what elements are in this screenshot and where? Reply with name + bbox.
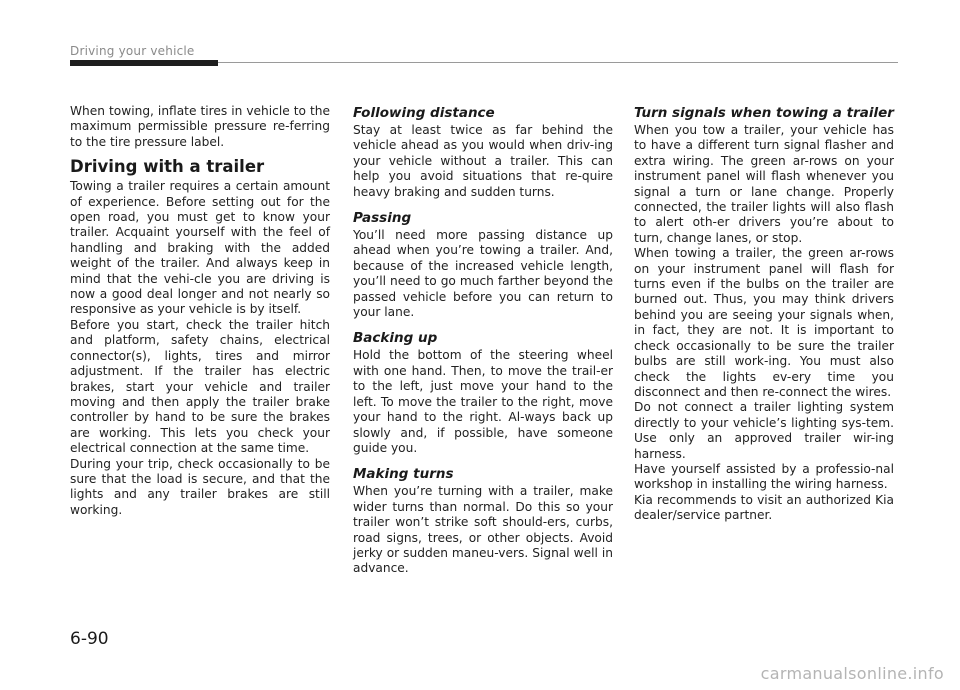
turn-signals-heading: Turn signals when towing a trailer <box>634 105 894 121</box>
following-distance-heading: Following distance <box>353 105 495 121</box>
paragraph: Before you start, check the trailer hitch and platform, safety chains, electrical connector(s), lights, tires and mirror adjustment. If the trailer has electric brakes, start your vehicle and trailer moving and then apply the trailer brake controller by hand to be sure the brakes are working. This lets you check your electrical connection at the same time. <box>70 317 330 456</box>
paragraph: Do not connect a trailer lighting system directly to your vehicle’s lighting sys-tem. Use only an approved trailer wir-ing harness. <box>634 400 894 461</box>
making-turns-text: When you’re turning with a trailer, make wider turns than normal. Do this so your trailer won’t strike soft should-ers, curbs, road signs, trees, or other objects. Avoid jerky or sudden maneu-vers. Signal well in advance. <box>353 484 613 576</box>
header-bar <box>70 60 218 66</box>
paragraph: Have yourself assisted by a professio-nal workshop in installing the wiring harness. <box>634 461 894 492</box>
header-rule <box>218 62 898 63</box>
backing-up-heading: Backing up <box>353 330 438 347</box>
paragraph: Towing a trailer requires a certain amount of experience. Before setting out for the open road, you must get to know your trailer. Acquaint yourself with the feel of handling and braking with the added weight of the trailer. And always keep in mind that the vehi-cle you are driving is now a good deal longer and not nearly so responsive as your vehicle is by itself. <box>70 179 330 317</box>
making-turns-heading: Making turns <box>353 466 454 483</box>
intro-paragraph: When towing, inflate tires in vehicle to the maximum permissible pressure re-ferring to the tire pressure label. <box>70 104 330 149</box>
paragraph: When towing a trailer, the green ar-rows on your instrument panel will flash for turns even if the bulbs on the trailer are burned out. Thus, you may think drivers behind you are seeing your signals when, in fact, they are not. It is important to check occasionally to be sure the trailer bulbs are still work-ing. You must also check the lights ev-ery time you disconnect and then re-connect the wires. <box>634 246 894 399</box>
paragraph: When you tow a trailer, your vehicle has to have a different turn signal flasher and extra wiring. The green ar-rows on your instrument panel will flash whenever you signal a turn or lane change. Properly connected, the trailer lights will also flash to alert oth-er drivers you’re about to turn, change lanes, or stop. <box>634 123 894 245</box>
paragraph: During your trip, check occasionally to be sure that the load is secure, and that the lights and any trailer brakes are still working. <box>70 456 330 517</box>
driving-with-trailer-heading: Driving with a trailer <box>70 157 265 177</box>
watermark: carmanualsonline.info <box>760 664 944 683</box>
paragraph: Kia recommends to visit an authorized Kia dealer/service partner. <box>634 492 894 523</box>
column-1 <box>70 104 330 518</box>
column-2 <box>353 104 613 577</box>
passing-text: You’ll need more passing distance up ahead when you’re towing a trailer. And, because of the increased vehicle length, you’ll need to go much farther beyond the passed vehicle before you can return to your lane. <box>353 228 613 320</box>
page-number: 6-90 <box>70 629 109 649</box>
passing-heading: Passing <box>353 210 412 227</box>
column-3 <box>634 104 894 524</box>
section-title: Driving your vehicle <box>70 44 195 58</box>
following-distance-text: Stay at least twice as far behind the vehicle ahead as you would when driv-ing your vehicle without a trailer. This can help you avoid situations that re-quire heavy braking and sudden turns. <box>353 123 613 199</box>
backing-up-text: Hold the bottom of the steering wheel with one hand. Then, to move the trail-er to the left, just move your hand to the left. To move the trailer to the right, move your hand to the right. Al-ways back up slowly and, if possible, have someone guide you. <box>353 348 613 455</box>
